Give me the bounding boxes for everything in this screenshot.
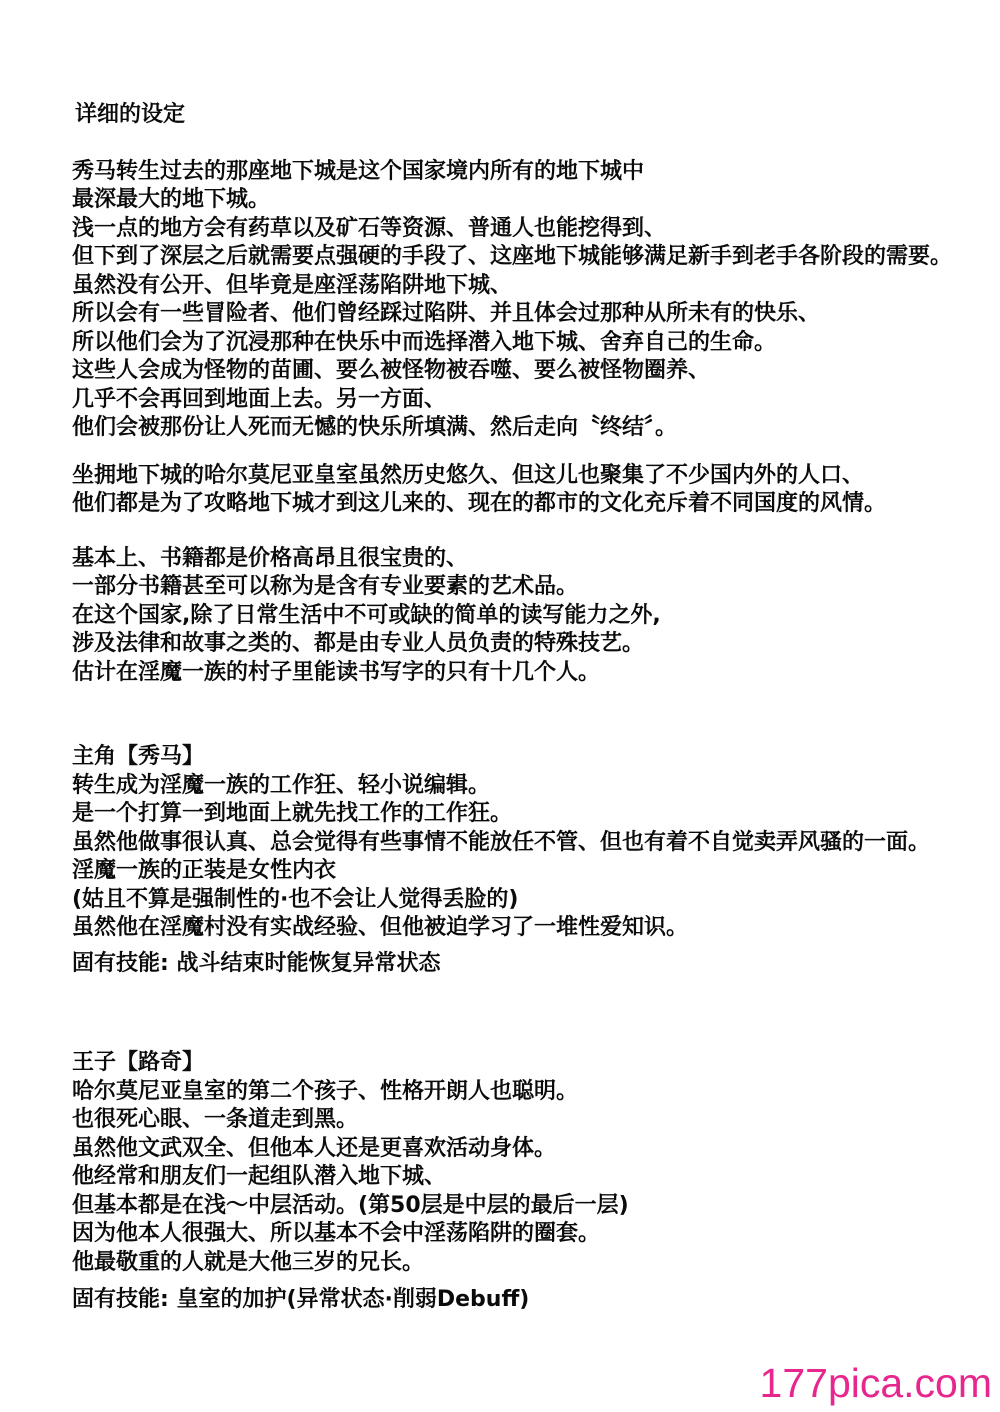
text-line: 秀马转生过去的那座地下城是这个国家境内所有的地下城中 xyxy=(72,158,645,184)
text-line: 估计在淫魔一族的村子里能读书写字的只有十几个人。 xyxy=(72,659,601,685)
text-line: 几乎不会再回到地面上去。另一方面、 xyxy=(72,386,447,412)
text-line: 转生成为淫魔一族的工作狂、轻小说编辑。 xyxy=(72,772,491,798)
text-line: 也很死心眼、一条道走到黑。 xyxy=(72,1107,359,1132)
text-line: 他们会被那份让人死而无憾的快乐所填满、然后走向〝终结〞。 xyxy=(72,415,678,440)
page-title: 详细的设定 xyxy=(75,102,186,127)
section-prince-luqi xyxy=(72,1049,1000,1277)
paragraph-kingdom xyxy=(72,462,1000,519)
paragraph-books-literacy xyxy=(72,545,1000,688)
text-line: 他们都是为了攻略地下城才到这儿来的、现在的都市的文化充斥着不同国度的风情。 xyxy=(72,491,887,516)
text-line: 虽然没有公开、但毕竟是座淫荡陷阱地下城、 xyxy=(72,272,513,298)
text-line: 在这个国家,除了日常生活中不可或缺的简单的读写能力之外, xyxy=(72,602,661,628)
section-heading: 王子【路奇】 xyxy=(72,1050,205,1075)
paragraph-dungeon-overview xyxy=(72,158,1000,443)
text-line: 所以他们会为了沉浸那种在快乐中而选择潜入地下城、舍弃自己的生命。 xyxy=(72,329,777,355)
text-line: 是一个打算一到地面上就先找工作的工作狂。 xyxy=(72,801,513,826)
skill-line-luqi: 固有技能: 皇室的加护(异常状态·削弱Debuff) xyxy=(72,1287,530,1312)
text-line: 但基本都是在浅〜中层活动。(第50层是中层的最后一层) xyxy=(72,1192,629,1218)
text-line: 他最敬重的人就是大他三岁的兄长。 xyxy=(72,1249,425,1275)
watermark-text: 177pica.com xyxy=(759,1360,992,1406)
text-line: 最深最大的地下城。 xyxy=(72,187,271,212)
text-line: 基本上、书籍都是价格高昂且很宝贵的、 xyxy=(72,545,469,571)
text-line: 坐拥地下城的哈尔莫尼亚皇室虽然历史悠久、但这儿也聚集了不少国内外的人口、 xyxy=(72,462,865,488)
text-line: 虽然他做事很认真、总会觉得有些事情不能放任不管、但也有着不自觉卖弄风骚的一面。 xyxy=(72,829,931,855)
text-line: 因为他本人很强大、所以基本不会中淫荡陷阱的圈套。 xyxy=(72,1221,601,1246)
text-line: 虽然他在淫魔村没有实战经验、但他被迫学习了一堆性爱知识。 xyxy=(72,915,689,940)
text-line: 但下到了深层之后就需要点强硬的手段了、这座地下城能够满足新手到老手各阶段的需要。 xyxy=(72,244,953,269)
text-line: 一部分书籍甚至可以称为是含有专业要素的艺术品。 xyxy=(72,574,579,599)
text-line: 这些人会成为怪物的苗圃、要么被怪物被吞噬、要么被怪物圈养、 xyxy=(72,358,711,383)
section-protagonist-shuma xyxy=(72,743,1000,943)
text-line: 浅一点的地方会有药草以及矿石等资源、普通人也能挖得到、 xyxy=(72,215,667,241)
section-heading: 主角【秀马】 xyxy=(72,744,205,769)
text-line: 淫魔一族的正装是女性内衣 xyxy=(72,858,337,883)
text-line: 他经常和朋友们一起组队潜入地下城、 xyxy=(72,1164,447,1189)
skill-line-shuma: 固有技能: 战斗结束时能恢复异常状态 xyxy=(72,950,441,976)
text-line: (姑且不算是强制性的·也不会让人觉得丢脸的) xyxy=(72,886,519,912)
text-line: 哈尔莫尼亚皇室的第二个孩子、性格开朗人也聪明。 xyxy=(72,1078,579,1104)
text-line: 所以会有一些冒险者、他们曾经踩过陷阱、并且体会过那种从所未有的快乐、 xyxy=(72,301,821,326)
text-line: 虽然他文武双全、但他本人还是更喜欢活动身体。 xyxy=(72,1135,557,1161)
text-line: 涉及法律和故事之类的、都是由专业人员负责的特殊技艺。 xyxy=(72,631,645,656)
